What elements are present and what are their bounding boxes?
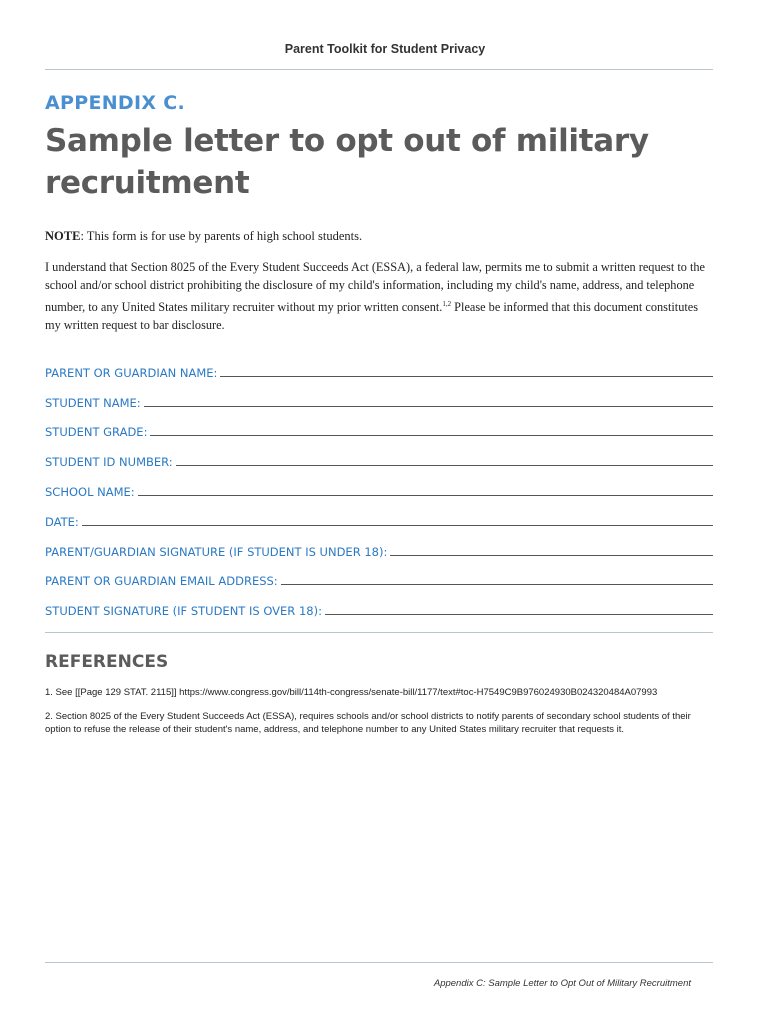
form-fields: [45, 352, 713, 620]
header-divider: [45, 69, 713, 70]
footer-divider: [45, 962, 713, 963]
school-name-field[interactable]: [45, 471, 713, 501]
field-label: STUDENT GRADE:: [45, 425, 148, 440]
parent-guardian-name-field[interactable]: [45, 352, 713, 382]
references-heading: REFERENCES: [45, 652, 169, 672]
parent-guardian-email-field[interactable]: [45, 561, 713, 591]
student-grade-input-line[interactable]: [150, 434, 713, 436]
page-footer: Appendix C: Sample Letter to Opt Out of Military Recruitment: [433, 978, 691, 989]
intro-paragraph: [45, 258, 713, 334]
student-id-number-input-line[interactable]: [176, 464, 713, 466]
note-text: : This form is for use by parents of high school students.: [80, 229, 363, 243]
page-header-title: Parent Toolkit for Student Privacy: [284, 42, 486, 56]
school-name-input-line[interactable]: [138, 494, 713, 496]
student-signature-input-line[interactable]: [325, 613, 713, 615]
parent-guardian-signature-input-line[interactable]: [390, 554, 713, 556]
reference-item-1: 1. See [[Page 129 STAT. 2115]] https://www.congress.gov/bill/114th-congress/senate-bill/1177/text#toc-H7549C9B976024930B024320484A07993: [45, 687, 658, 698]
field-label: STUDENT NAME:: [45, 395, 141, 410]
date-field[interactable]: [45, 501, 713, 531]
references-divider: [45, 632, 713, 633]
intro-text: I understand that Section 8025 of the Every Student Succeeds Act (ESSA), a federal law, permits me to submit a written request to the school and/or school district prohibiting the disclosure of my child's information, including my child's name, address, and telephone number, to any United States military recruiter without my prior written consent.: [45, 260, 705, 314]
note: [45, 229, 362, 244]
parent-guardian-name-input-line[interactable]: [220, 375, 713, 377]
page-title: Sample letter to opt out of military recruitment: [45, 123, 649, 201]
student-id-number-field[interactable]: [45, 441, 713, 471]
note-label: NOTE: [45, 229, 81, 243]
field-label: DATE:: [45, 514, 79, 529]
student-signature-field[interactable]: [45, 590, 713, 620]
field-label: STUDENT ID NUMBER:: [45, 455, 173, 470]
field-label: PARENT OR GUARDIAN EMAIL ADDRESS:: [45, 574, 278, 589]
reference-item-2: 2. Section 8025 of the Every Student Succeeds Act (ESSA), requires schools and/or school districts to notify parents of secondary school students of their option to refuse the release of their student's name, address, and telephone number to any United States military recruiter that requests it.: [45, 711, 691, 735]
field-label: STUDENT SIGNATURE (IF STUDENT IS OVER 18):: [45, 604, 322, 619]
student-grade-field[interactable]: [45, 412, 713, 442]
student-name-field[interactable]: [45, 382, 713, 412]
parent-guardian-email-input-line[interactable]: [281, 583, 713, 585]
field-label: PARENT OR GUARDIAN NAME:: [45, 365, 218, 380]
appendix-label: APPENDIX C.: [45, 92, 186, 114]
field-label: PARENT/GUARDIAN SIGNATURE (IF STUDENT IS UNDER 18):: [45, 544, 388, 559]
intro-footnote-ref: 1,2: [442, 299, 452, 308]
field-label: SCHOOL NAME:: [45, 484, 135, 499]
date-input-line[interactable]: [82, 524, 713, 526]
student-name-input-line[interactable]: [144, 405, 713, 407]
intro-text-continued: Please be informed that this document constitutes my written request to bar disclosure.: [45, 299, 699, 332]
parent-guardian-signature-field[interactable]: [45, 531, 713, 561]
